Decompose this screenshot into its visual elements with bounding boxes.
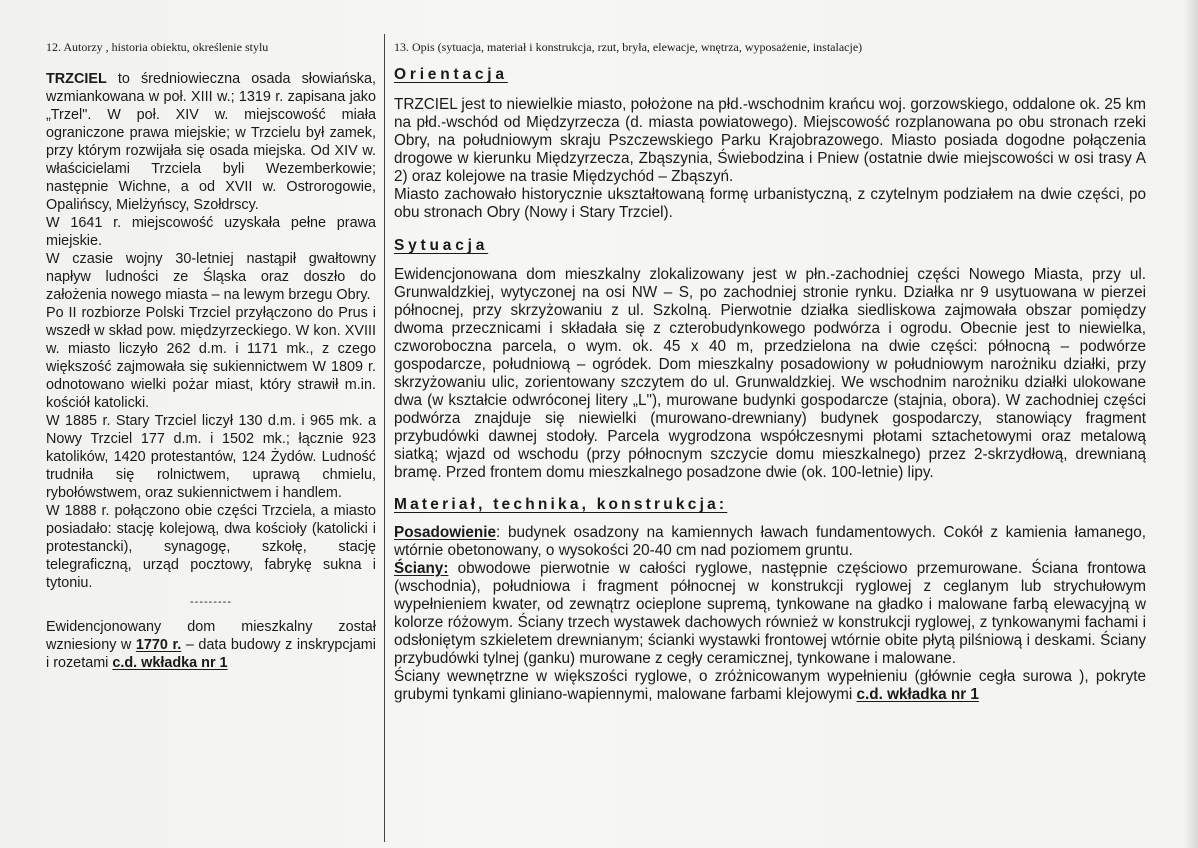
scan-edge-shadow bbox=[1184, 0, 1198, 848]
date-note-text: Ewidencjonowany dom mieszkalny został wzniesiony w bbox=[46, 619, 376, 653]
sciany-text: obwodowe pierwotnie w całości ryglowe, następnie częściowo przemurowane. Ściana frontowa (wschodnia), południowa i fragment północnej w konstrukcji ryglowej z ceglanym lub strychułowym wypełnieniem kwater, od zewnątrz ocieplone supremą, tynkowane na gładko i malowane farbą elewacyjną w kolorze różowym. Ściany trzech wystawek dachowych również w konstrukcji ryglowej, z tynkowanymi fachami i odsłoniętym szkieletem drewnianym; ścianki wystawki frontowej wtórnie obite płytą pilśniową i deskami. Ściany przybudówki tylnej (ganku) murowane z cegły ceramicznej, tynkowane i malowane. bbox=[394, 560, 1146, 667]
material-heading: Materiał, technika, konstrukcja: bbox=[394, 496, 728, 513]
history-paragraph: W 1888 r. połączono obie części Trzciela, a miasto posiadało: stację kolejową, dwa kościoły (katolicki i protestancki), synagogę, szkołę, stację telegraficzną, urząd pocztowy, fabrykę sukna i tytoniu. bbox=[46, 503, 376, 591]
construction-year: 1770 r. bbox=[135, 637, 182, 653]
continuation-reference: c.d. wkładka nr 1 bbox=[112, 655, 228, 671]
separator-dashes: --------- bbox=[190, 596, 232, 608]
orientacja-paragraph: Miasto zachowało historycznie ukształtowaną formę urbanistyczną, z czytelnym podziałem na dwie części, po obu stronach Obry (Nowy i Stary Trzciel). bbox=[394, 186, 1146, 221]
construction-date-note bbox=[46, 618, 376, 672]
orientacja-paragraph: TRZCIEL jest to niewielkie miasto, położone na płd.-wschodnim krańcu woj. gorzowskiego, oddalone ok. 25 km na płd.-wschód od Międzyrzecza (d. miasta powiatowego). Miejscowość rozplanowana po obu stronach rzeki Obry, na południowym skraju Pszczewskiego Parku Krajobrazowego. Miasto posiada dogodne połączenia drogowe w kierunku Międzyrzecza, Zbąszynia, Świebodzina i Pniew (ostatnie dwie miejscowości w osi trasy A 2) oraz kolejowe na trasie Międzychód – Zbąszyń. bbox=[394, 96, 1146, 185]
posadowienie-text: : budynek osadzony na kamiennych ławach fundamentowych. Cokół z kamienia łamanego, wtórnie obetonowany, o wysokości 20-40 cm nad poziomem gruntu. bbox=[394, 524, 1146, 559]
posadowienie-label: Posadowienie bbox=[394, 524, 497, 541]
history-intro-text: to średniowieczna osada słowiańska, wzmiankowana w poł. XIII w.; 1319 r. zapisana jako „Trzel". W poł. XIV w. miejscowość miała ograniczone prawa miejskie; w Trzcielu był zamek, przy którym rozwijała się osada miejska. Od XIV w. właścicielami Trzciela byli Wezemberkowie; następnie Wichne, a od XVII w. Ostrorogowie, Opalińscy, Mielżyńscy, Szołdrscy. bbox=[46, 71, 376, 213]
history-column bbox=[46, 38, 376, 840]
history-paragraph: W czasie wojny 30-letniej nastąpił gwałtowny napływ ludności ze Śląska oraz doszło do założenia nowego miasta – na lewym brzegu Obry. bbox=[46, 251, 376, 303]
sciany-wew-text: Ściany wewnętrzne w większości ryglowe, o zróżnicowanym wypełnieniu (głównie cegła surowa ), pokryte grubymi tynkami gliniano-wapiennymi, malowane farbami klejowymi bbox=[394, 668, 1146, 703]
sytuacja-heading: Sytuacja bbox=[394, 237, 489, 254]
sciany-label: Ściany: bbox=[394, 560, 449, 577]
posadowienie-paragraph bbox=[394, 524, 1146, 560]
section-12-header: 12. Autorzy , historia obiektu, określenie stylu bbox=[46, 40, 269, 54]
town-name: TRZCIEL bbox=[46, 71, 107, 87]
section-13-header: 13. Opis (sytuacja, materiał i konstrukcja, rzut, bryła, elewacje, wnętrza, wyposażenie, instalacje) bbox=[394, 40, 863, 54]
sciany-wewnetrzne-paragraph bbox=[394, 668, 1146, 704]
column-divider bbox=[384, 34, 385, 842]
sytuacja-paragraph: Ewidencjonowana dom mieszkalny zlokalizowany jest w płn.-zachodniej części Nowego Miasta, przy ul. Grunwaldzkiej, wytyczonej na osi NW – S, po zachodniej stronie rynku. Działka nr 9 usytuowana w pierzei północnej, przy skrzyżowaniu z ul. Szkolną. Pierwotnie działka siedliskowa zajmowała obszar pomiędzy dwoma przecznicami i składała się z czterobudynkowego podwórza i ogrodu. Obecnie jest to niewielka, czworoboczna parcela, o wym. ok. 45 x 40 m, przedzielona na dwie części: północną – podwórze gospodarcze, południową – ogródek. Dom mieszkalny posadowiony w południowym narożniku działki, przy skrzyżowaniu ulic, zorientowany szczytem do ul. Grunwaldzkiej. We wschodnim narożniku działki ulokowane dwa (w kształcie odwróconej litery „L"), murowane budynki gospodarcze (stajnia, obora). W zachodniej części podwórza znajduje się niewielki (murowano-drewniany) budynek gospodarczy, stanowiący fragment przybudówki dawnej stodoły. Parcela wygrodzona współczesnymi płotami sztachetowymi oraz metalową siatką; wjazd od wschodu (przy północnym szczycie domu mieszkalnego) przez 2-skrzydłową, drewnianą bramę. Przed frontem domu mieszkalnego posadzone dwie (ok. 100-letnie) lipy. bbox=[394, 266, 1146, 481]
history-intro bbox=[46, 70, 376, 214]
date-note-text-2: – data budowy z inskrypcjami i rozetami bbox=[46, 637, 376, 671]
orientacja-heading: Orientacja bbox=[394, 66, 508, 83]
history-paragraph: W 1641 r. miejscowość uzyskała pełne prawa miejskie. bbox=[46, 215, 376, 249]
description-column bbox=[394, 38, 1146, 840]
continuation-reference: c.d. wkładka nr 1 bbox=[856, 686, 979, 703]
sciany-paragraph bbox=[394, 560, 1146, 668]
history-paragraph: W 1885 r. Stary Trzciel liczył 130 d.m. i 965 mk. a Nowy Trzciel 177 d.m. i 1502 mk.; łącznie 923 katolików, 1420 protestantów, 124 Żydów. Ludność trudniła się rolnictwem, uprawą chmielu, rybołówstwem, oraz sukiennictwem i handlem. bbox=[46, 413, 376, 501]
history-paragraph: Po II rozbiorze Polski Trzciel przyłączono do Prus i wszedł w skład pow. międzyrzeckiego. W kon. XVIII w. miasto liczyło 262 d.m. i 1171 mk., z czego większość zajmowała się sukiennictwem W 1809 r. odnotowano wielki pożar miast, który strawił m.in. kościół katolicki. bbox=[46, 305, 376, 411]
